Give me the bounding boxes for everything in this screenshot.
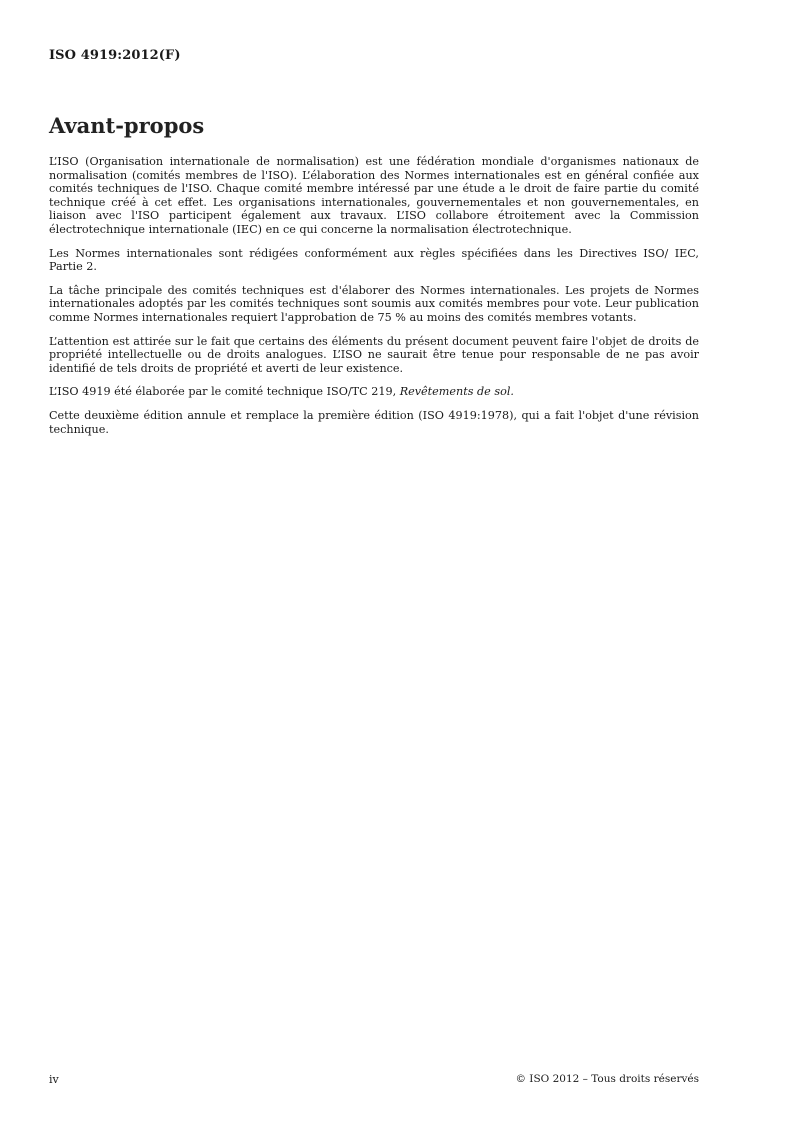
page-number: iv: [49, 1073, 59, 1086]
section-title: Avant-propos: [49, 113, 205, 138]
paragraph-iso-organisation: L’ISO (Organisation internationale de normalisation) est une fédération mondiale d'organismes nationaux de normalisation (comités membres de l'ISO). L’élaboration des Normes internationales est en général confiée aux comités techniques de l'ISO. Chaque comité membre intéressé par une étude a le droit de faire partie du comité technique créé à cet effet. Les organisations internationales, gouvernementales et non gouvernementales, en liaison avec l'ISO participent également aux travaux. L’ISO collabore étroitement avec la Commission électrotechnique internationale (IEC) en ce qui concerne la normalisation électrotechnique.: [49, 155, 699, 236]
paragraph-directives: Les Normes internationales sont rédigées conformément aux règles spécifiées dans les Directives ISO/ IEC, Partie 2.: [49, 246, 699, 274]
committee-title-italic: Revêtements de sol.: [399, 385, 514, 399]
paragraph-edition-note: Cette deuxième édition annule et remplace la première édition (ISO 4919:1978), qui a fait l'objet d'une révision technique.: [49, 408, 699, 436]
committee-text: L’ISO 4919 été élaborée par le comité technique ISO/TC 219,: [49, 385, 400, 399]
paragraph-technical-committees: La tâche principale des comités techniques est d'élaborer des Normes internationales. Les projets de Normes internationales adoptés par les comités techniques sont soumis aux comités membres pour vote. Leur publication comme Normes internationales requiert l'approbation de 75 % au moins des comités membres votants.: [49, 283, 699, 324]
document-identifier: ISO 4919:2012(F): [49, 48, 181, 63]
paragraph-committee-responsible: [49, 385, 699, 399]
paragraph-patent-rights: L’attention est attirée sur le fait que certains des éléments du présent document peuvent faire l'objet de droits de propriété intellectuelle ou de droits analogues. L’ISO ne saurait être tenue pour responsable de ne pas avoir identifié de tels droits de propriété et averti de leur existence.: [49, 334, 699, 375]
foreword-body: [49, 155, 699, 446]
copyright-notice: © ISO 2012 – Tous droits réservés: [515, 1073, 699, 1085]
